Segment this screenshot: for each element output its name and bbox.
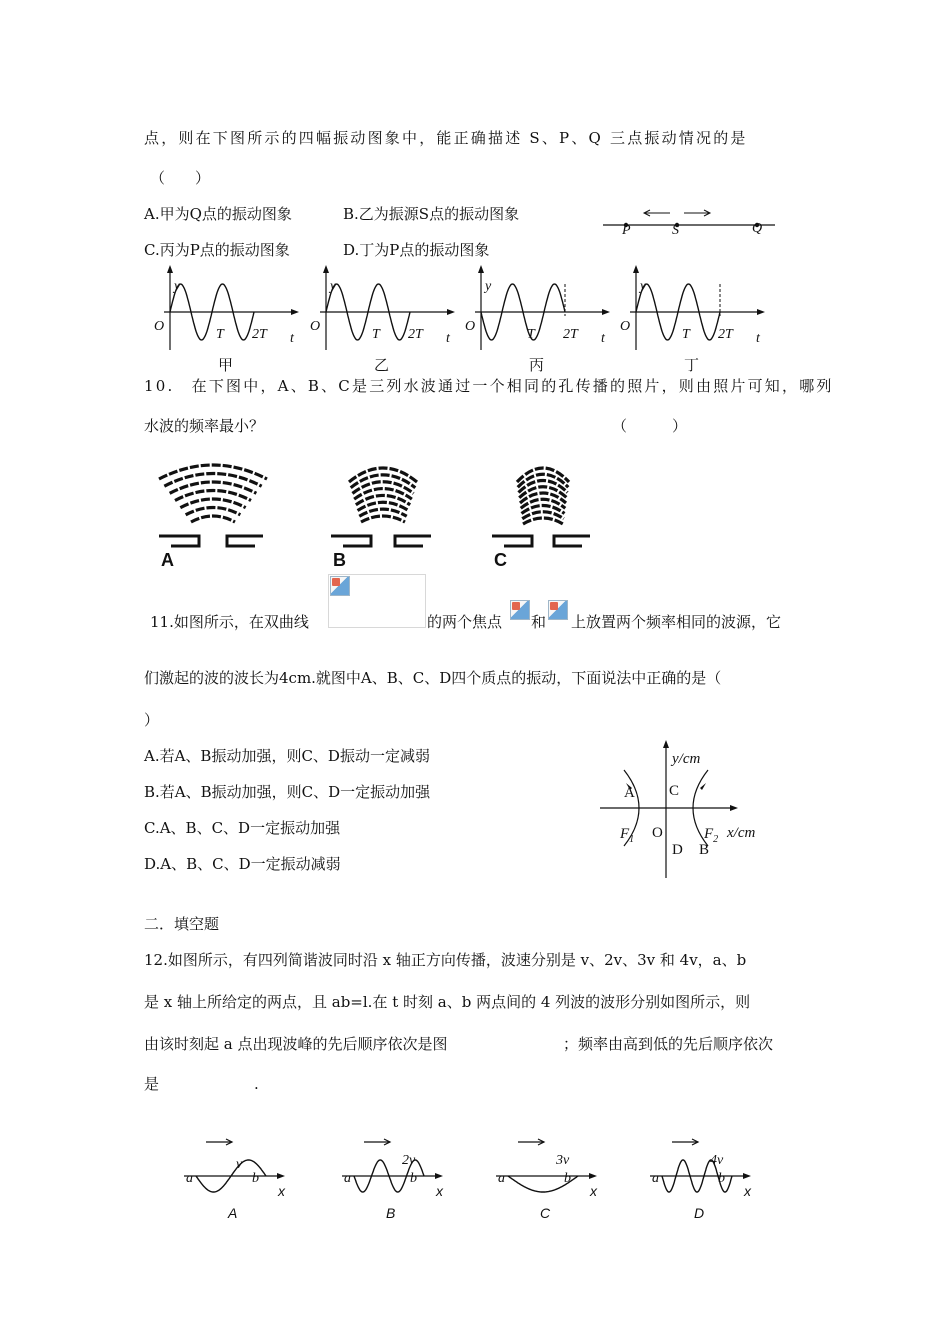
- wave-front: [523, 518, 563, 524]
- x-axis-arrow: [277, 1173, 285, 1179]
- barrier-left: [492, 536, 532, 546]
- period-label: T: [527, 327, 535, 342]
- y-axis-arrow: [323, 265, 329, 273]
- graph-name: 丁: [684, 358, 700, 374]
- figure-label: D: [694, 1205, 705, 1221]
- hyperbola-equation-image: [328, 574, 426, 628]
- origin-label: O: [154, 319, 165, 334]
- barrier-right: [227, 536, 263, 546]
- point-a-label: a: [186, 1171, 193, 1186]
- q12-line4b: .: [254, 1075, 259, 1093]
- q12-line1: 12.如图所示，有四列简谐波同时沿 x 轴正方向传播，波速分别是 v、2v、3v 和 4v，a、b: [144, 951, 747, 969]
- vibration-graph-2: [310, 265, 455, 374]
- period-label: T: [682, 327, 690, 342]
- period-label: T: [372, 327, 380, 342]
- waveform-D: [650, 1139, 752, 1221]
- q9-vibration-graphs: [150, 262, 800, 372]
- x-axis-arrow: [589, 1173, 597, 1179]
- origin-label: O: [620, 319, 631, 334]
- q10-stem-line2: 水波的频率最小？: [144, 417, 265, 435]
- x-label: x: [436, 1183, 443, 1199]
- waveform-C: [496, 1139, 598, 1221]
- focus-f2-label: $F_2$: [704, 826, 719, 845]
- q9-option-d: D.丁为P点的振动图象: [343, 241, 490, 259]
- wave-front: [191, 516, 235, 522]
- q10-water-wave-photos: [140, 450, 620, 575]
- barrier-left: [159, 536, 199, 546]
- focus-f2-image-icon: [548, 600, 568, 620]
- point-a-label: a: [344, 1171, 351, 1186]
- q11-option-a: A.若A、B振动加强，则C、D振动一定减弱: [144, 747, 430, 765]
- wave-front: [164, 474, 261, 487]
- water-wave-photo-B: [331, 468, 431, 570]
- origin-label: O: [465, 319, 476, 334]
- q9-psq-line-figure: [600, 202, 800, 242]
- y-label: y: [485, 279, 492, 294]
- speed-label: 3v: [556, 1153, 570, 1168]
- x-label: x: [278, 1183, 285, 1199]
- t-label: t: [290, 331, 294, 346]
- y-axis-label: y/cm: [672, 751, 701, 767]
- wave-front: [186, 508, 241, 515]
- q10-answer-paren: （ ）: [612, 417, 688, 435]
- q11-hyperbola-figure: [596, 738, 776, 888]
- vibration-graph-4: [620, 265, 765, 374]
- q11-stem-part4: 上放置两个频率相同的波源，它: [571, 613, 782, 631]
- point-d-label: D: [672, 842, 683, 858]
- x-axis-label: x/cm: [727, 825, 756, 841]
- speed-label: 4v: [710, 1153, 724, 1168]
- q12-line4a: 是: [144, 1075, 160, 1093]
- q9-stem-line1: 点，则在下图所示的四幅振动图象中，能正确描述 S、P、Q 三点振动情况的是: [144, 129, 748, 147]
- point-b-label: B: [699, 842, 710, 858]
- t-axis-arrow: [447, 309, 455, 315]
- y-axis-arrow: [478, 265, 484, 273]
- wave-front: [361, 516, 405, 522]
- two-period-label: 2T: [563, 327, 578, 342]
- point-q-label: Q: [752, 221, 763, 236]
- t-axis-arrow: [757, 309, 765, 315]
- point-b-label: b: [718, 1171, 725, 1186]
- figure-label: A: [228, 1205, 238, 1221]
- point-a-label: a: [498, 1171, 505, 1186]
- x-label: x: [590, 1183, 597, 1199]
- broken-image-icon: [330, 576, 350, 596]
- q11-stem-part3: 和: [531, 613, 547, 631]
- y-label: y: [330, 279, 337, 294]
- q9-option-b: B.乙为振源S点的振动图象: [343, 205, 520, 223]
- wave-front: [522, 512, 564, 519]
- section-fill-in-title: 二．填空题: [144, 915, 220, 933]
- q9-option-a: A.甲为Q点的振动图象: [144, 205, 292, 223]
- t-axis-arrow: [602, 309, 610, 315]
- wave-front: [352, 482, 413, 494]
- point-c-label: C: [669, 783, 680, 799]
- point-b-label: b: [564, 1171, 571, 1186]
- waveform-A: [184, 1139, 286, 1221]
- period-label: T: [216, 327, 224, 342]
- water-wave-photo-C: [492, 468, 590, 570]
- two-period-label: 2T: [252, 327, 267, 342]
- two-period-label: 2T: [408, 327, 423, 342]
- point-a-label: a: [652, 1171, 659, 1186]
- y-label: y: [174, 279, 181, 294]
- graph-name: 甲: [218, 358, 234, 374]
- q9-answer-paren: （ ）: [150, 169, 211, 187]
- t-label: t: [601, 331, 605, 346]
- barrier-right: [554, 536, 590, 546]
- x-label: x: [744, 1183, 751, 1199]
- point-b-label: b: [410, 1171, 417, 1186]
- point-b-label: b: [252, 1171, 259, 1186]
- photo-label: A: [161, 550, 174, 570]
- y-label: y: [640, 279, 647, 294]
- t-axis-arrow: [291, 309, 299, 315]
- vibration-graph-3: [465, 265, 610, 374]
- speed-label: 2v: [402, 1153, 416, 1168]
- q9-option-c: C.丙为P点的振动图象: [144, 241, 290, 259]
- q12-line3b: ；频率由高到低的先后顺序依次: [563, 1035, 774, 1053]
- q11-stem-line3: ）: [144, 711, 160, 729]
- point-s-label: S: [672, 223, 679, 238]
- graph-name: 丙: [529, 358, 545, 374]
- vibration-graph-1: [154, 265, 299, 374]
- photo-label: C: [494, 550, 507, 570]
- x-axis-arrow: [743, 1173, 751, 1179]
- photo-label: B: [333, 550, 346, 570]
- q11-option-d: D.A、B、C、D一定振动减弱: [144, 855, 341, 873]
- q12-line2: 是 x 轴上所给定的两点，且 ab=l.在 t 时刻 a、b 两点间的 4 列波的波形分别如图所示，则: [144, 993, 751, 1011]
- origin-label: O: [310, 319, 321, 334]
- y-axis-arrow: [633, 265, 639, 273]
- two-period-label: 2T: [718, 327, 733, 342]
- q11-option-b: B.若A、B振动加强，则C、D一定振动加强: [144, 783, 431, 801]
- figure-label: B: [386, 1205, 396, 1221]
- figure-label: C: [540, 1205, 551, 1221]
- graph-name: 乙: [374, 358, 390, 374]
- origin-label: O: [652, 825, 663, 841]
- q11-stem-part2: 的两个焦点: [427, 613, 503, 631]
- y-axis-arrow: [167, 265, 173, 273]
- barrier-right: [395, 536, 431, 546]
- waveform-B: [342, 1139, 444, 1221]
- q11-stem-line2: 们激起的波的波长为4cm.就图中A、B、C、D四个质点的振动，下面说法中正确的是（: [144, 669, 722, 687]
- q10-stem-line1: 10. 在下图中，A、B、C是三列水波通过一个相同的孔传播的照片，则由照片可知，哪列: [144, 377, 834, 395]
- point-a-label: A: [624, 785, 635, 801]
- speed-label: v: [236, 1157, 243, 1172]
- barrier-left: [331, 536, 371, 546]
- focus-f1-image-icon: [510, 600, 530, 620]
- q12-waveform-figures: [170, 1134, 810, 1234]
- q11-option-c: C.A、B、C、D一定振动加强: [144, 819, 341, 837]
- point-p-label: P: [622, 223, 631, 238]
- q12-line3a: 由该时刻起 a 点出现波峰的先后顺序依次是图: [144, 1035, 448, 1053]
- t-label: t: [756, 331, 760, 346]
- water-wave-photo-A: [159, 465, 267, 570]
- t-label: t: [446, 331, 450, 346]
- focus-f1-label: $F_1$: [620, 826, 635, 845]
- q11-stem-part1: 11.如图所示，在双曲线: [150, 613, 309, 631]
- x-axis-arrow: [435, 1173, 443, 1179]
